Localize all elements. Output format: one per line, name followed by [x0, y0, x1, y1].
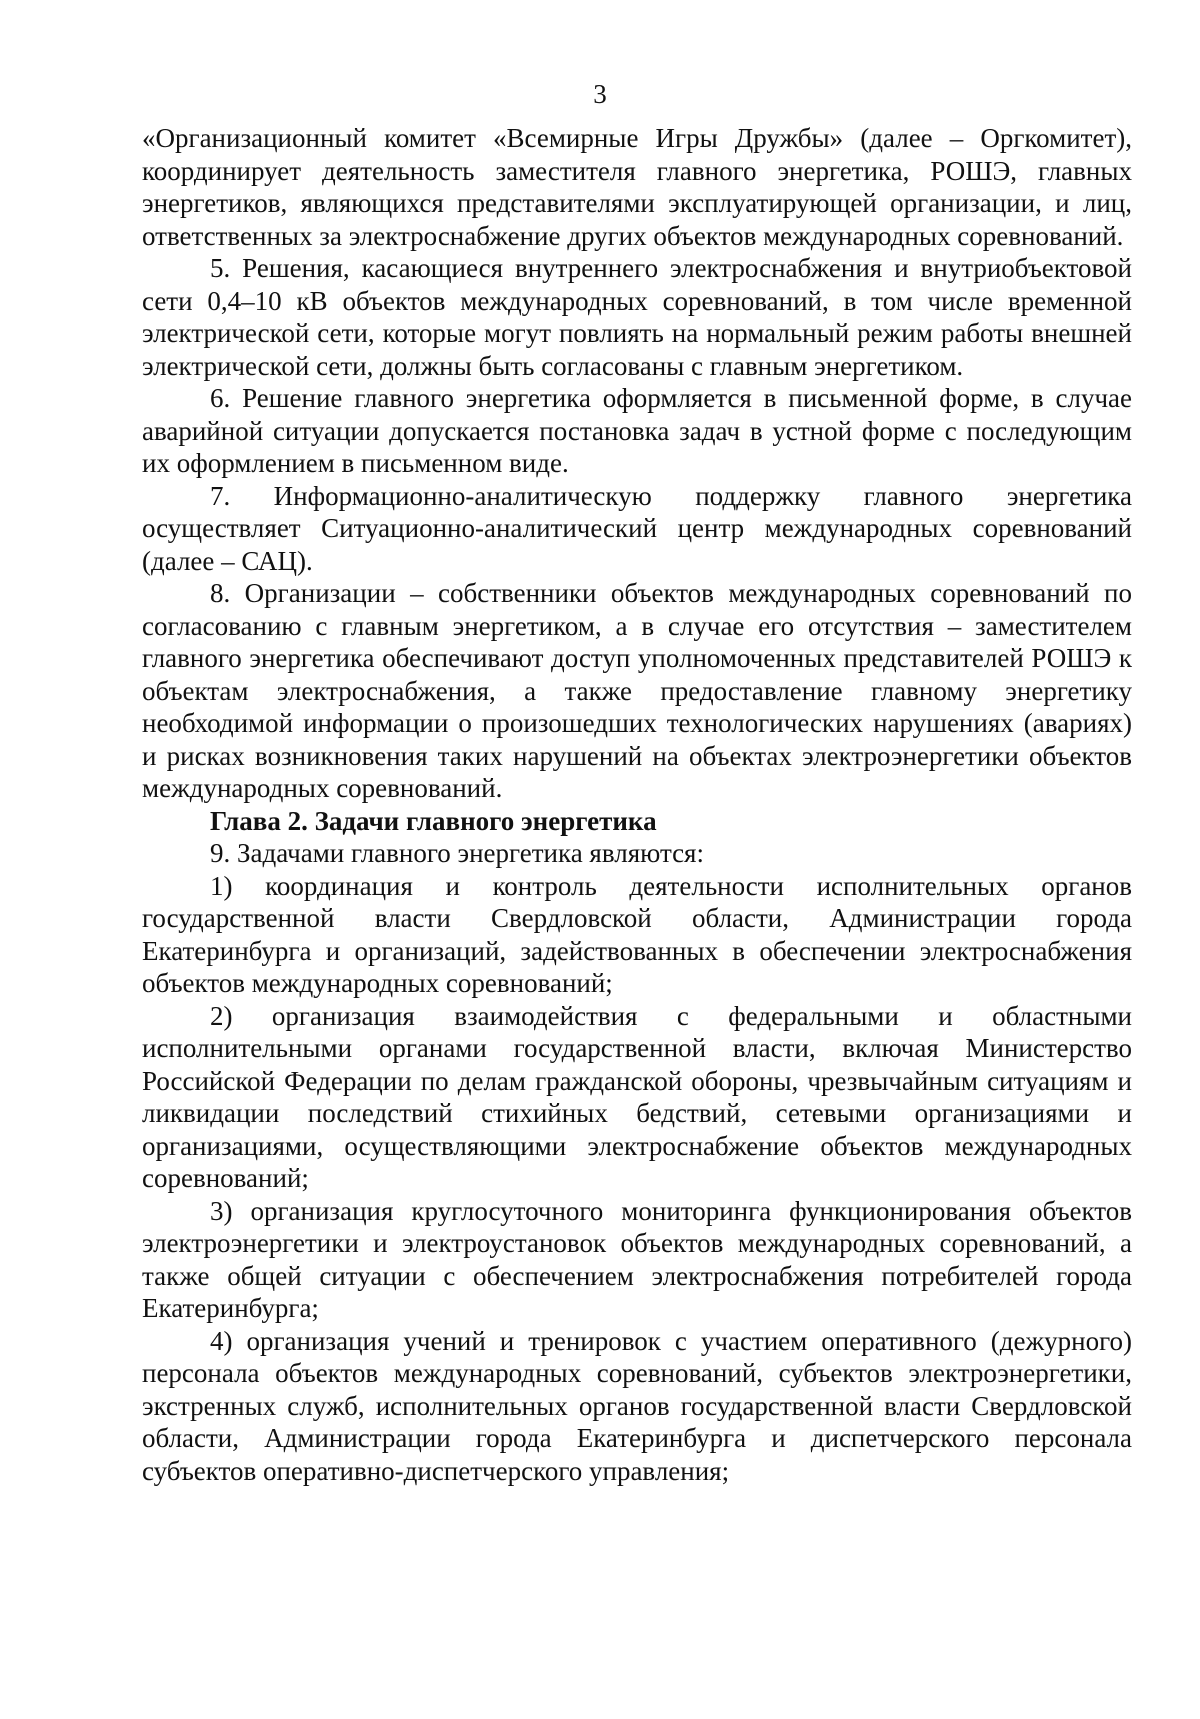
- paragraph-item-9: 9. Задачами главного энергетика являются:: [210, 838, 704, 868]
- subitem-4: 4) организация учений и тренировок с участием оперативного (дежурного) персонала объектов международных соревнований, субъектов электроэнергетики, экстренных служб, исполнительных органов государственной власти Свердловской области, Администрации города Екатеринбурга и диспетчерского персонала субъектов оперативно-диспетчерского управления;: [142, 1325, 1132, 1486]
- paragraph-item-6: 6. Решение главного энергетика оформляется в письменной форме, в случае аварийной ситуации допускается постановка задач в устной форме с последующим их оформлением в письменном виде.: [142, 383, 1132, 478]
- paragraph-continuation: «Организационный комитет «Всемирные Игры Дружбы» (далее – Оргкомитет), координирует деятельность заместителя главного энергетика, РОШЭ, главных энергетиков, являющихся представителями эксплуатирующей организации, и лиц, ответственных за электроснабжение других объектов международных соревнований.: [142, 123, 1132, 251]
- subitem-3: 3) организация круглосуточного мониторинга функционирования объектов электроэнергетики и электроустановок объектов международных соревнований, а также общей ситуации с обеспечением электроснабжения потребителей города Екатеринбурга;: [142, 1195, 1132, 1323]
- page-number: 3: [593, 79, 607, 109]
- paragraph-item-8: 8. Организации – собственники объектов международных соревнований по согласованию с главным энергетиком, а в случае его отсутствия – заместителем главного энергетика обеспечивают доступ уполномоченных представителей РОШЭ к объектам электроснабжения, а также предоставление главному энергетику необходимой информации о произошедших технологических нарушениях (авариях) и рисках возникновения таких нарушений на объектах электроэнергетики объектов международных соревнований.: [142, 578, 1132, 803]
- document-body: [142, 122, 1132, 1487]
- paragraph-item-7: 7. Информационно-аналитическую поддержку главного энергетика осуществляет Ситуационно-аналитический центр международных соревнований (далее – САЦ).: [142, 480, 1132, 576]
- chapter-title: Глава 2. Задачи главного энергетика: [210, 805, 657, 836]
- subitem-1: 1) координация и контроль деятельности исполнительных органов государственной власти Свердловской области, Администрации города Екатеринбурга и организаций, задействованных в обеспечении электроснабжения объектов международных соревнований;: [142, 870, 1132, 998]
- paragraph-item-5: 5. Решения, касающиеся внутреннего электроснабжения и внутриобъектовой сети 0,4–10 кВ объектов международных соревнований, в том числе временной электрической сети, которые могут повлиять на нормальный режим работы внешней электрической сети, должны быть согласованы с главным энергетиком.: [142, 253, 1132, 381]
- subitem-2: 2) организация взаимодействия с федеральными и областными исполнительными органами государственной власти, включая Министерство Российской Федерации по делам гражданской обороны, чрезвычайным ситуациям и ликвидации последствий стихийных бедствий, сетевыми организациями и организациями, осуществляющими электроснабжение объектов международных соревнований;: [142, 1000, 1132, 1193]
